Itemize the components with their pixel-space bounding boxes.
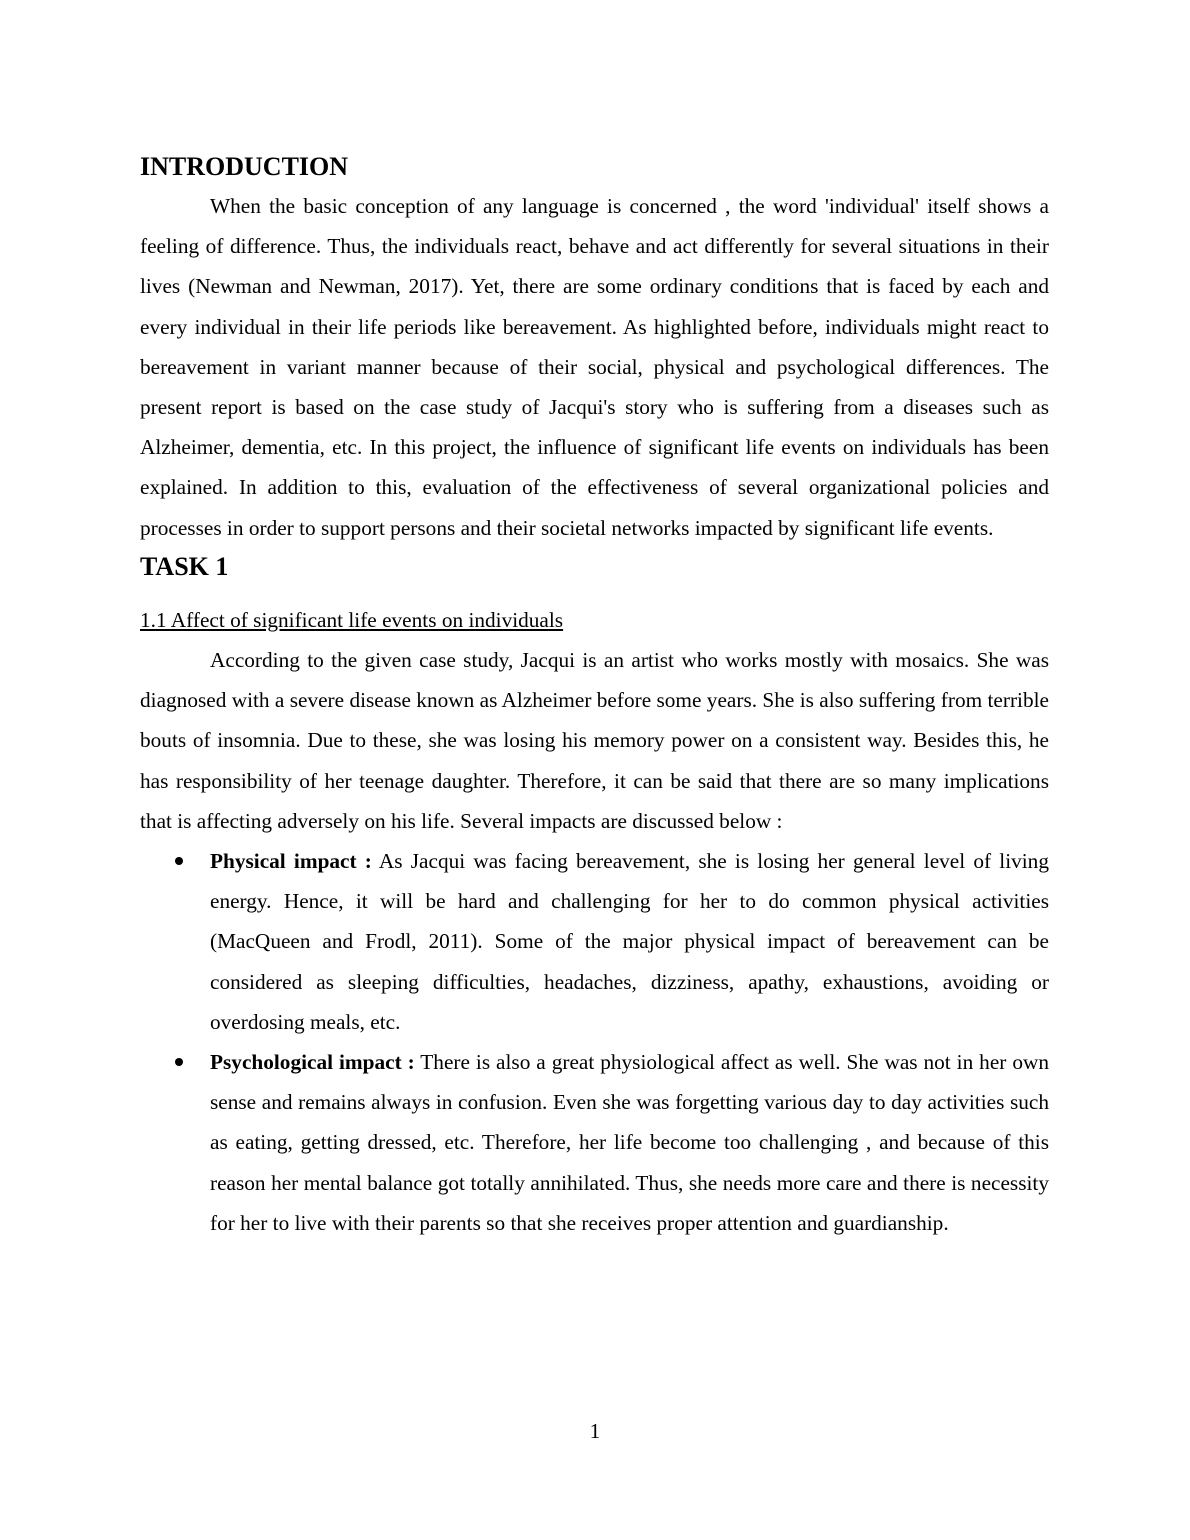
task1-heading: TASK 1 [140, 551, 229, 581]
list-item-psychological-impact [140, 1042, 1049, 1243]
section-1-1-subheading: 1.1 Affect of significant life events on individuals [140, 607, 564, 632]
introduction-paragraph: When the basic conception of any language is concerned , the word 'individual' itself shows a feeling of difference. Thus, the individuals react, behave and act differently for several situations in their lives (Newman and Newman, 2017). Yet, there are some ordinary conditions that is faced by each and every individual in their life periods like bereavement. As highlighted before, individuals might react to bereavement in variant manner because of their social, physical and psychological differences. The present report is based on the case study of Jacqui's story who is suffering from a diseases such as Alzheimer, dementia, etc. In this project, the influence of significant life events on individuals has been explained. In addition to this, evaluation of the effectiveness of several organizational policies and processes in order to support persons and their societal networks impacted by significant life events. [140, 194, 1049, 540]
bullet-text: There is also a great physiological affect as well. She was not in her own sense and remains always in confusion. Even she was forgetting various day to day activities such as eating, getting dressed, etc. Therefore, her life become too challenging , and because of this reason her mental balance got totally annihilated. Thus, she needs more care and there is necessity for her to live with their parents so that she receives proper attention and guardianship. [210, 1050, 1049, 1235]
bullet-icon [175, 857, 183, 865]
bullet-icon [175, 1058, 183, 1066]
document-page [140, 148, 1049, 1243]
bullet-lead: Psychological impact : [210, 1050, 415, 1075]
bullet-text: As Jacqui was facing bereavement, she is losing her general level of living energy. Hence, it will be hard and challenging for her to do common physical activities (MacQueen and Frodl, 2011). Some of the major physical impact of bereavement can be considered as sleeping difficulties, headaches, dizziness, apathy, exhaustions, avoiding or overdosing meals, etc. [210, 849, 1049, 1034]
task1-paragraph: According to the given case study, Jacqui is an artist who works mostly with mosaics. She was diagnosed with a severe disease known as Alzheimer before some years. She is also suffering from terrible bouts of insomnia. Due to these, she was losing his memory power on a consistent way. Besides this, he has responsibility of her teenage daughter. Therefore, it can be said that there are so many implications that is affecting adversely on his life. Several impacts are discussed below : [140, 648, 1049, 833]
list-item-physical-impact [140, 841, 1049, 1042]
page-number: 1 [589, 1419, 601, 1443]
bullet-lead: Physical impact : [210, 849, 372, 874]
impact-list [140, 841, 1049, 1243]
introduction-heading: INTRODUCTION [140, 152, 349, 181]
